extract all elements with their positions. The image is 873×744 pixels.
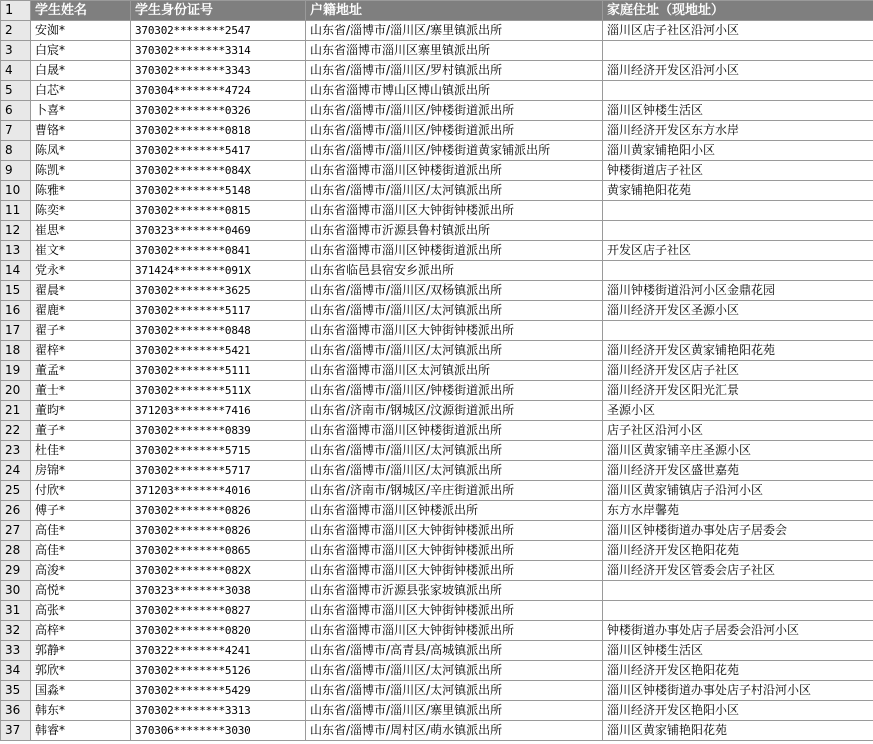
cell-hukou-address[interactable]: 山东省淄博市博山区博山镇派出所 bbox=[306, 81, 603, 101]
table-row bbox=[1, 361, 873, 381]
cell-student-id[interactable]: 370302********0818 bbox=[131, 121, 306, 141]
cell-hukou-address[interactable]: 山东省淄博市淄川区大钟街钟楼派出所 bbox=[306, 601, 603, 621]
table-row bbox=[1, 621, 873, 641]
cell-student-name[interactable]: 曹铬* bbox=[31, 121, 131, 141]
cell-hukou-address[interactable]: 山东省淄博市淄川区大钟街钟楼派出所 bbox=[306, 321, 603, 341]
table-row bbox=[1, 561, 873, 581]
cell-home-address[interactable]: 淄川经济开发区沿河小区 bbox=[603, 61, 873, 81]
table-row bbox=[1, 581, 873, 601]
cell-hukou-address[interactable]: 山东省淄博市淄川区寨里镇派出所 bbox=[306, 41, 603, 61]
cell-home-address[interactable]: 淄川区钟楼生活区 bbox=[603, 641, 873, 661]
cell-student-name[interactable]: 翟子* bbox=[31, 321, 131, 341]
cell-home-address[interactable]: 东方水岸馨苑 bbox=[603, 501, 873, 521]
cell-home-address[interactable]: 淄川区钟楼街道办事处店子居委会 bbox=[603, 521, 873, 541]
row-number[interactable]: 19 bbox=[1, 361, 31, 381]
cell-student-id[interactable]: 371203********4016 bbox=[131, 481, 306, 501]
cell-student-name[interactable]: 傅子* bbox=[31, 501, 131, 521]
table-row bbox=[1, 501, 873, 521]
cell-home-address[interactable]: 淄川区黄家铺辛庄圣源小区 bbox=[603, 441, 873, 461]
cell-student-id[interactable]: 370302********0826 bbox=[131, 501, 306, 521]
row-number[interactable]: 29 bbox=[1, 561, 31, 581]
cell-home-address[interactable] bbox=[603, 221, 873, 241]
cell-hukou-address[interactable]: 山东省/济南市/钢城区/辛庄街道派出所 bbox=[306, 481, 603, 501]
row-number[interactable]: 10 bbox=[1, 181, 31, 201]
cell-hukou-address[interactable]: 山东省/济南市/钢城区/汶源街道派出所 bbox=[306, 401, 603, 421]
cell-home-address[interactable] bbox=[603, 261, 873, 281]
cell-student-id[interactable]: 370302********5117 bbox=[131, 301, 306, 321]
table-row bbox=[1, 121, 873, 141]
cell-student-name[interactable]: 崔文* bbox=[31, 241, 131, 261]
table-row bbox=[1, 281, 873, 301]
row-number[interactable]: 12 bbox=[1, 221, 31, 241]
table-row bbox=[1, 301, 873, 321]
cell-student-name[interactable]: 杜佳* bbox=[31, 441, 131, 461]
row-number[interactable]: 1 bbox=[1, 1, 31, 21]
cell-student-id[interactable]: 370302********5421 bbox=[131, 341, 306, 361]
table-row bbox=[1, 401, 873, 421]
cell-hukou-address[interactable]: 山东省/淄博市/淄川区/双杨镇派出所 bbox=[306, 281, 603, 301]
cell-student-id[interactable]: 370323********3038 bbox=[131, 581, 306, 601]
cell-home-address[interactable] bbox=[603, 81, 873, 101]
header-cell-home[interactable]: 家庭住址（现地址） bbox=[603, 1, 873, 21]
cell-student-name[interactable]: 高佳* bbox=[31, 541, 131, 561]
cell-student-name[interactable]: 党永* bbox=[31, 261, 131, 281]
cell-student-id[interactable]: 370302********5715 bbox=[131, 441, 306, 461]
cell-student-id[interactable]: 370302********5417 bbox=[131, 141, 306, 161]
cell-hukou-address[interactable]: 山东省淄博市淄川区大钟街钟楼派出所 bbox=[306, 521, 603, 541]
cell-hukou-address[interactable]: 山东省/淄博市/淄川区/太河镇派出所 bbox=[306, 181, 603, 201]
cell-student-id[interactable]: 370302********0827 bbox=[131, 601, 306, 621]
cell-student-name[interactable]: 高梓* bbox=[31, 621, 131, 641]
table-row bbox=[1, 161, 873, 181]
table-row bbox=[1, 681, 873, 701]
cell-home-address[interactable]: 淄川经济开发区管委会店子社区 bbox=[603, 561, 873, 581]
cell-hukou-address[interactable]: 山东省淄博市淄川区大钟街钟楼派出所 bbox=[306, 621, 603, 641]
cell-home-address[interactable]: 淄川区店子社区沿河小区 bbox=[603, 21, 873, 41]
cell-home-address[interactable] bbox=[603, 41, 873, 61]
table-row bbox=[1, 241, 873, 261]
cell-student-id[interactable]: 370302********5717 bbox=[131, 461, 306, 481]
cell-student-name[interactable]: 韩睿* bbox=[31, 721, 131, 741]
row-number[interactable]: 21 bbox=[1, 401, 31, 421]
row-number[interactable]: 37 bbox=[1, 721, 31, 741]
cell-student-name[interactable]: 国淼* bbox=[31, 681, 131, 701]
cell-hukou-address[interactable]: 山东省淄博市淄川区钟楼街道派出所 bbox=[306, 241, 603, 261]
row-number[interactable]: 6 bbox=[1, 101, 31, 121]
table-row bbox=[1, 601, 873, 621]
row-number[interactable]: 34 bbox=[1, 661, 31, 681]
table-row bbox=[1, 481, 873, 501]
row-number[interactable]: 4 bbox=[1, 61, 31, 81]
cell-hukou-address[interactable]: 山东省淄博市淄川区大钟街钟楼派出所 bbox=[306, 541, 603, 561]
cell-hukou-address[interactable]: 山东省/淄博市/淄川区/太河镇派出所 bbox=[306, 301, 603, 321]
cell-student-name[interactable]: 董子* bbox=[31, 421, 131, 441]
cell-hukou-address[interactable]: 山东省/淄博市/周村区/萌水镇派出所 bbox=[306, 721, 603, 741]
row-number[interactable]: 27 bbox=[1, 521, 31, 541]
cell-student-id[interactable]: 370302********082X bbox=[131, 561, 306, 581]
row-number[interactable]: 2 bbox=[1, 21, 31, 41]
table-row bbox=[1, 201, 873, 221]
cell-home-address[interactable]: 淄川经济开发区店子社区 bbox=[603, 361, 873, 381]
cell-home-address[interactable]: 淄川区黄家铺镇店子沿河小区 bbox=[603, 481, 873, 501]
cell-home-address[interactable] bbox=[603, 201, 873, 221]
cell-hukou-address[interactable]: 山东省/淄博市/淄川区/钟楼街道黄家铺派出所 bbox=[306, 141, 603, 161]
cell-student-name[interactable]: 董昀* bbox=[31, 401, 131, 421]
row-number[interactable]: 3 bbox=[1, 41, 31, 61]
cell-student-name[interactable]: 翟晨* bbox=[31, 281, 131, 301]
cell-student-name[interactable]: 董孟* bbox=[31, 361, 131, 381]
cell-hukou-address[interactable]: 山东省/淄博市/高青县/高城镇派出所 bbox=[306, 641, 603, 661]
row-number[interactable]: 26 bbox=[1, 501, 31, 521]
cell-student-id[interactable]: 370322********4241 bbox=[131, 641, 306, 661]
cell-student-name[interactable]: 陈奕* bbox=[31, 201, 131, 221]
row-number[interactable]: 17 bbox=[1, 321, 31, 341]
table-row bbox=[1, 81, 873, 101]
cell-hukou-address[interactable]: 山东省/淄博市/淄川区/罗村镇派出所 bbox=[306, 61, 603, 81]
table-row bbox=[1, 341, 873, 361]
cell-student-id[interactable]: 370302********0848 bbox=[131, 321, 306, 341]
cell-student-name[interactable]: 韩东* bbox=[31, 701, 131, 721]
cell-hukou-address[interactable]: 山东省淄博市淄川区太河镇派出所 bbox=[306, 361, 603, 381]
cell-hukou-address[interactable]: 山东省/淄博市/淄川区/钟楼街道派出所 bbox=[306, 381, 603, 401]
cell-student-name[interactable]: 高悦* bbox=[31, 581, 131, 601]
cell-hukou-address[interactable]: 山东省临邑县宿安乡派出所 bbox=[306, 261, 603, 281]
cell-student-id[interactable]: 370302********0815 bbox=[131, 201, 306, 221]
cell-student-name[interactable]: 高张* bbox=[31, 601, 131, 621]
cell-home-address[interactable]: 店子社区沿河小区 bbox=[603, 421, 873, 441]
cell-home-address[interactable]: 淄川经济开发区黄家铺艳阳花苑 bbox=[603, 341, 873, 361]
header-cell-hukou[interactable]: 户籍地址 bbox=[306, 1, 603, 21]
cell-student-id[interactable]: 370323********0469 bbox=[131, 221, 306, 241]
cell-home-address[interactable]: 淄川黄家铺艳阳小区 bbox=[603, 141, 873, 161]
header-row bbox=[1, 1, 873, 21]
cell-hukou-address[interactable]: 山东省/淄博市/淄川区/寨里镇派出所 bbox=[306, 21, 603, 41]
row-number[interactable]: 5 bbox=[1, 81, 31, 101]
cell-home-address[interactable] bbox=[603, 321, 873, 341]
table-row bbox=[1, 21, 873, 41]
table-row bbox=[1, 541, 873, 561]
cell-hukou-address[interactable]: 山东省/淄博市/淄川区/太河镇派出所 bbox=[306, 461, 603, 481]
cell-student-name[interactable]: 房锦* bbox=[31, 461, 131, 481]
table-row bbox=[1, 221, 873, 241]
row-number[interactable]: 7 bbox=[1, 121, 31, 141]
table-row bbox=[1, 261, 873, 281]
cell-hukou-address[interactable]: 山东省/淄博市/淄川区/太河镇派出所 bbox=[306, 681, 603, 701]
cell-home-address[interactable]: 圣源小区 bbox=[603, 401, 873, 421]
cell-student-name[interactable]: 董士* bbox=[31, 381, 131, 401]
cell-home-address[interactable]: 淄川经济开发区东方水岸 bbox=[603, 121, 873, 141]
table-row bbox=[1, 461, 873, 481]
cell-home-address[interactable]: 钟楼街道店子社区 bbox=[603, 161, 873, 181]
table-row bbox=[1, 701, 873, 721]
cell-home-address[interactable]: 淄川经济开发区艳阳小区 bbox=[603, 701, 873, 721]
cell-student-name[interactable]: 郭静* bbox=[31, 641, 131, 661]
row-number[interactable]: 11 bbox=[1, 201, 31, 221]
cell-student-name[interactable]: 陈凤* bbox=[31, 141, 131, 161]
cell-student-id[interactable]: 370302********5126 bbox=[131, 661, 306, 681]
cell-student-id[interactable]: 371424********091X bbox=[131, 261, 306, 281]
row-number[interactable]: 9 bbox=[1, 161, 31, 181]
cell-student-id[interactable]: 370302********5148 bbox=[131, 181, 306, 201]
table-row bbox=[1, 181, 873, 201]
table-row bbox=[1, 721, 873, 741]
row-number[interactable]: 16 bbox=[1, 301, 31, 321]
cell-student-id[interactable]: 370302********0839 bbox=[131, 421, 306, 441]
table-row bbox=[1, 421, 873, 441]
row-number[interactable]: 30 bbox=[1, 581, 31, 601]
cell-home-address[interactable]: 淄川经济开发区阳光汇景 bbox=[603, 381, 873, 401]
cell-home-address[interactable]: 淄川经济开发区艳阳花苑 bbox=[603, 541, 873, 561]
cell-home-address[interactable]: 淄川区黄家铺艳阳花苑 bbox=[603, 721, 873, 741]
table-row bbox=[1, 141, 873, 161]
cell-hukou-address[interactable]: 山东省/淄博市/淄川区/寨里镇派出所 bbox=[306, 701, 603, 721]
cell-student-name[interactable]: 付欣* bbox=[31, 481, 131, 501]
table-row bbox=[1, 441, 873, 461]
cell-student-name[interactable]: 陈雅* bbox=[31, 181, 131, 201]
cell-student-id[interactable]: 370302********0865 bbox=[131, 541, 306, 561]
cell-home-address[interactable]: 淄川经济开发区艳阳花苑 bbox=[603, 661, 873, 681]
cell-student-id[interactable]: 371203********7416 bbox=[131, 401, 306, 421]
cell-student-id[interactable]: 370302********0841 bbox=[131, 241, 306, 261]
header-cell-name[interactable]: 学生姓名 bbox=[31, 1, 131, 21]
cell-home-address[interactable] bbox=[603, 581, 873, 601]
row-number[interactable]: 20 bbox=[1, 381, 31, 401]
cell-hukou-address[interactable]: 山东省淄博市沂源县张家坡镇派出所 bbox=[306, 581, 603, 601]
table-row bbox=[1, 321, 873, 341]
cell-student-id[interactable]: 370302********5429 bbox=[131, 681, 306, 701]
table-row bbox=[1, 661, 873, 681]
cell-student-id[interactable]: 370302********084X bbox=[131, 161, 306, 181]
row-number[interactable]: 15 bbox=[1, 281, 31, 301]
cell-student-id[interactable]: 370304********4724 bbox=[131, 81, 306, 101]
cell-home-address[interactable]: 淄川区钟楼街道办事处店子村沿河小区 bbox=[603, 681, 873, 701]
cell-hukou-address[interactable]: 山东省/淄博市/淄川区/太河镇派出所 bbox=[306, 441, 603, 461]
cell-student-name[interactable]: 白芯* bbox=[31, 81, 131, 101]
cell-home-address[interactable]: 淄川区钟楼生活区 bbox=[603, 101, 873, 121]
row-number[interactable]: 31 bbox=[1, 601, 31, 621]
table-row bbox=[1, 381, 873, 401]
cell-student-name[interactable]: 崔思* bbox=[31, 221, 131, 241]
cell-student-id[interactable]: 370302********3314 bbox=[131, 41, 306, 61]
row-number[interactable]: 13 bbox=[1, 241, 31, 261]
row-number[interactable]: 35 bbox=[1, 681, 31, 701]
table-row bbox=[1, 101, 873, 121]
cell-home-address[interactable]: 黄家铺艳阳花苑 bbox=[603, 181, 873, 201]
cell-student-name[interactable]: 高浚* bbox=[31, 561, 131, 581]
cell-hukou-address[interactable]: 山东省淄博市淄川区钟楼街道派出所 bbox=[306, 421, 603, 441]
cell-hukou-address[interactable]: 山东省淄博市淄川区大钟街钟楼派出所 bbox=[306, 561, 603, 581]
cell-home-address[interactable]: 开发区店子社区 bbox=[603, 241, 873, 261]
cell-student-id[interactable]: 370302********2547 bbox=[131, 21, 306, 41]
row-number[interactable]: 25 bbox=[1, 481, 31, 501]
cell-hukou-address[interactable]: 山东省淄博市沂源县鲁村镇派出所 bbox=[306, 221, 603, 241]
row-number[interactable]: 14 bbox=[1, 261, 31, 281]
cell-student-name[interactable]: 白晟* bbox=[31, 61, 131, 81]
cell-student-id[interactable]: 370302********3313 bbox=[131, 701, 306, 721]
cell-student-name[interactable]: 陈凯* bbox=[31, 161, 131, 181]
table-row bbox=[1, 61, 873, 81]
cell-home-address[interactable]: 钟楼街道办事处店子居委会沿河小区 bbox=[603, 621, 873, 641]
row-number[interactable]: 8 bbox=[1, 141, 31, 161]
cell-hukou-address[interactable]: 山东省/淄博市/淄川区/太河镇派出所 bbox=[306, 341, 603, 361]
cell-hukou-address[interactable]: 山东省/淄博市/淄川区/钟楼街道派出所 bbox=[306, 101, 603, 121]
cell-home-address[interactable]: 淄川经济开发区盛世嘉苑 bbox=[603, 461, 873, 481]
cell-home-address[interactable]: 淄川钟楼街道沿河小区金鼎花园 bbox=[603, 281, 873, 301]
cell-student-id[interactable]: 370306********3030 bbox=[131, 721, 306, 741]
cell-student-name[interactable]: 翟梓* bbox=[31, 341, 131, 361]
cell-student-name[interactable]: 郭欣* bbox=[31, 661, 131, 681]
row-number[interactable]: 18 bbox=[1, 341, 31, 361]
row-number[interactable]: 33 bbox=[1, 641, 31, 661]
row-number[interactable]: 22 bbox=[1, 421, 31, 441]
row-number[interactable]: 32 bbox=[1, 621, 31, 641]
cell-student-name[interactable]: 白宸* bbox=[31, 41, 131, 61]
cell-student-id[interactable]: 370302********3343 bbox=[131, 61, 306, 81]
table-row bbox=[1, 521, 873, 541]
cell-hukou-address[interactable]: 山东省淄博市淄川区钟楼街道派出所 bbox=[306, 161, 603, 181]
cell-student-id[interactable]: 370302********0326 bbox=[131, 101, 306, 121]
table-row bbox=[1, 641, 873, 661]
cell-student-name[interactable]: 安洳* bbox=[31, 21, 131, 41]
cell-student-id[interactable]: 370302********0820 bbox=[131, 621, 306, 641]
cell-student-id[interactable]: 370302********511X bbox=[131, 381, 306, 401]
cell-home-address[interactable] bbox=[603, 601, 873, 621]
cell-hukou-address[interactable]: 山东省淄博市淄川区大钟街钟楼派出所 bbox=[306, 201, 603, 221]
cell-student-name[interactable]: 翟鹿* bbox=[31, 301, 131, 321]
cell-hukou-address[interactable]: 山东省淄博市淄川区钟楼派出所 bbox=[306, 501, 603, 521]
cell-student-id[interactable]: 370302********0826 bbox=[131, 521, 306, 541]
row-number[interactable]: 23 bbox=[1, 441, 31, 461]
table-row bbox=[1, 41, 873, 61]
header-cell-id[interactable]: 学生身份证号 bbox=[131, 1, 306, 21]
cell-student-name[interactable]: 高佳* bbox=[31, 521, 131, 541]
cell-hukou-address[interactable]: 山东省/淄博市/淄川区/太河镇派出所 bbox=[306, 661, 603, 681]
row-number[interactable]: 28 bbox=[1, 541, 31, 561]
cell-home-address[interactable]: 淄川经济开发区圣源小区 bbox=[603, 301, 873, 321]
cell-student-name[interactable]: 卜喜* bbox=[31, 101, 131, 121]
row-number[interactable]: 36 bbox=[1, 701, 31, 721]
cell-student-id[interactable]: 370302********5111 bbox=[131, 361, 306, 381]
row-number[interactable]: 24 bbox=[1, 461, 31, 481]
cell-hukou-address[interactable]: 山东省/淄博市/淄川区/钟楼街道派出所 bbox=[306, 121, 603, 141]
cell-student-id[interactable]: 370302********3625 bbox=[131, 281, 306, 301]
